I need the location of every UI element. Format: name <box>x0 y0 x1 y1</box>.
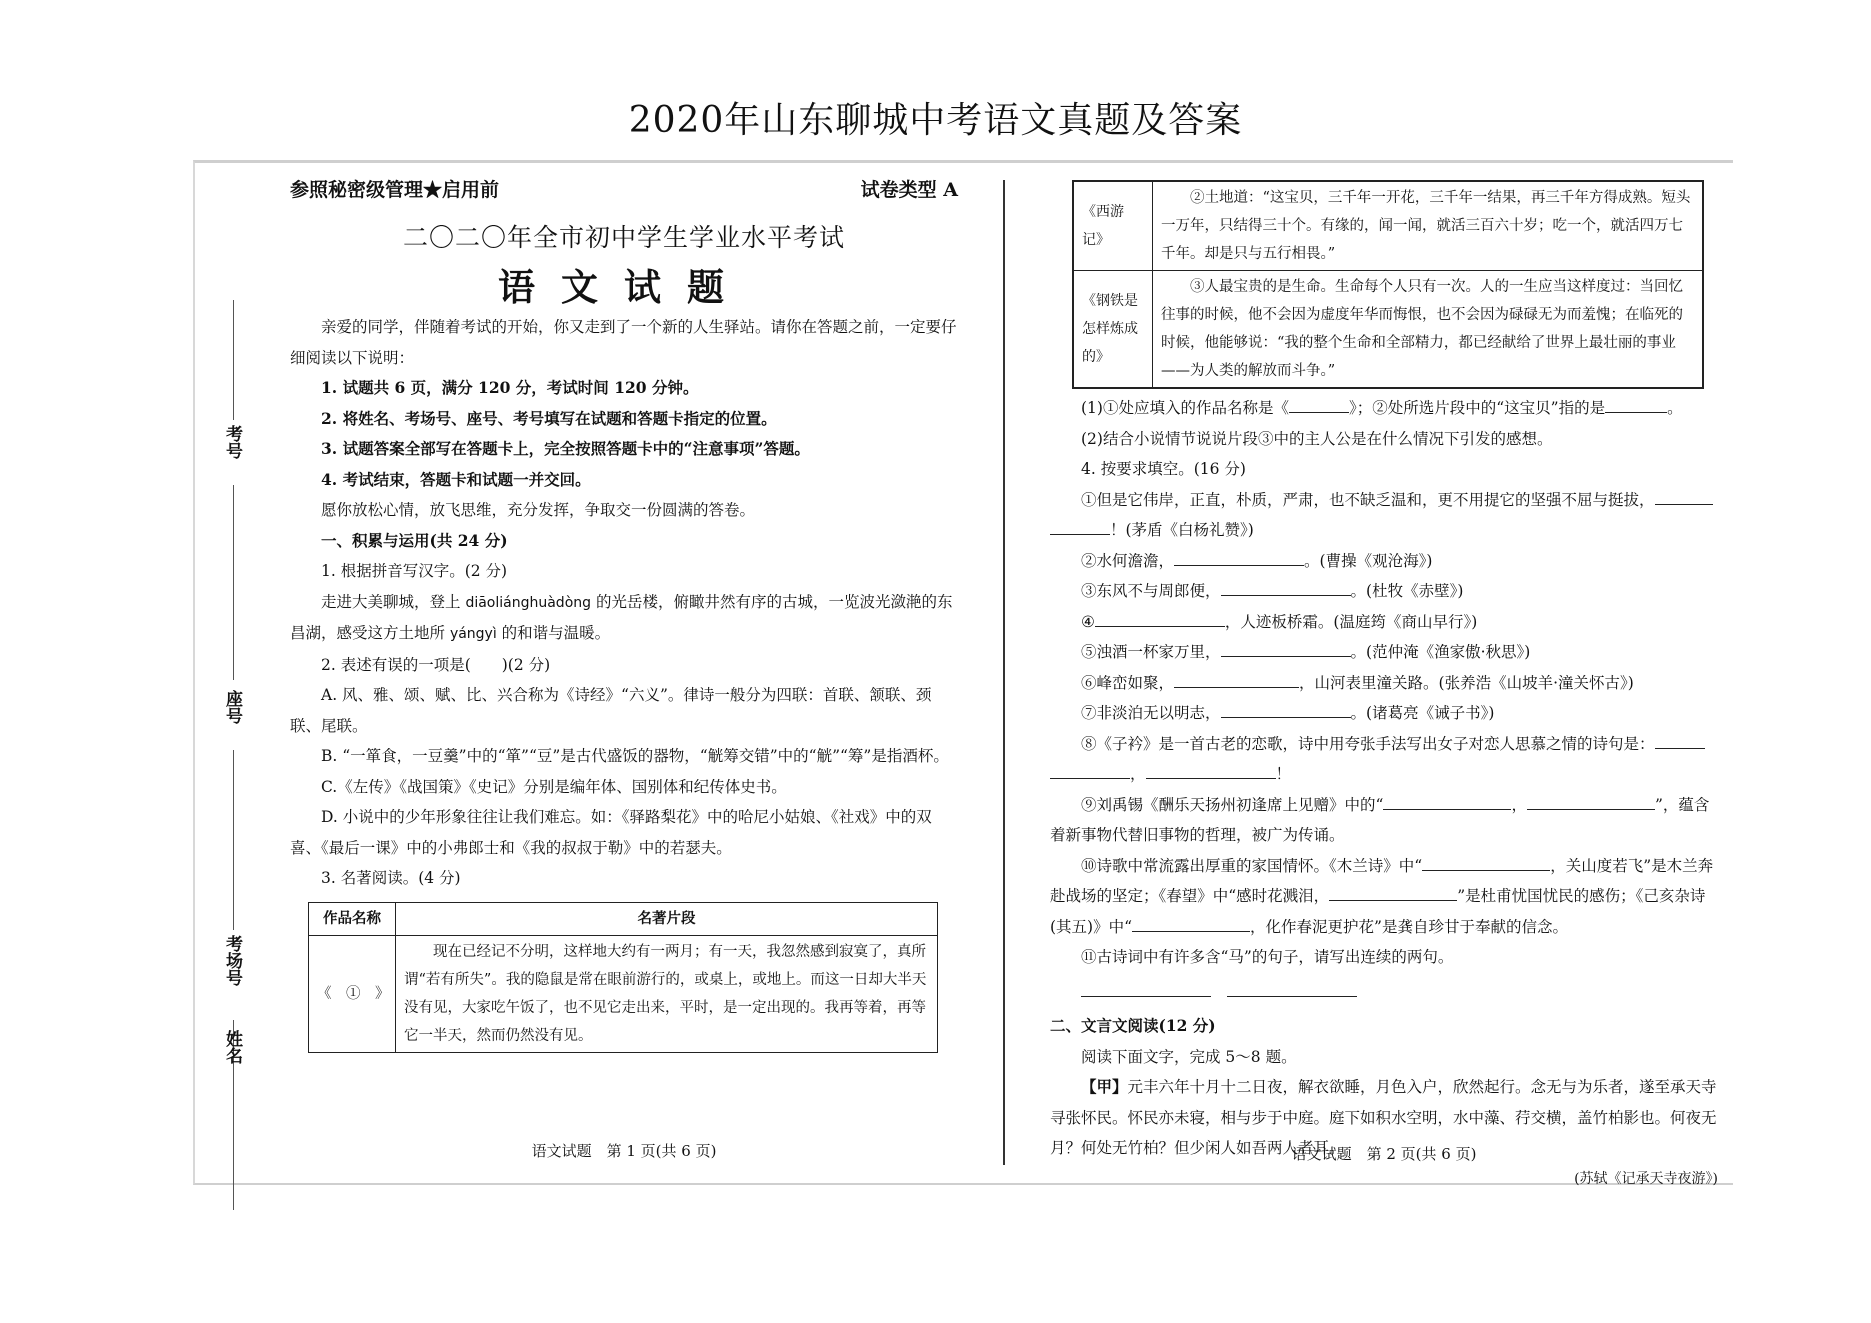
fill-item: ⑪古诗词中有许多含“马”的句子，请写出连续的两句。 <box>1081 948 1454 966</box>
question-4-title: 4. 按要求填空。(16 分) <box>1081 460 1246 478</box>
right-page <box>1050 180 1718 1194</box>
answer-blank[interactable] <box>1095 608 1225 627</box>
fill-item <box>1050 851 1718 943</box>
binding-rule <box>233 750 234 930</box>
label-seat-number: 座号 <box>222 690 242 724</box>
answer-blank[interactable] <box>1221 699 1351 718</box>
fill-text: ，化作春泥更护花”是龚自珍甘于奉献的信念。 <box>1250 917 1568 936</box>
answer-blank[interactable] <box>1383 791 1511 810</box>
pinyin: diāoliánghuàdòng <box>465 594 592 611</box>
table-cell-work: 《 ① 》 <box>309 935 396 1052</box>
option-d: D. 小说中的少年形象往往让我们难忘。如：《驿路梨花》中的哈尼小姑娘、《社戏》中的双喜、《最后一课》中的小弗郎士和《我的叔叔于勒》中的若瑟夫。 <box>290 808 932 857</box>
table-cell-work: 《西游记》 <box>1073 181 1153 271</box>
table-header: 名著片段 <box>396 902 938 935</box>
option-c: C.《左传》《战国策》《史记》分别是编年体、国别体和纪传体史书。 <box>321 777 787 796</box>
answer-blank[interactable] <box>1289 394 1349 413</box>
q3-sub1-text: 》；②处所选片段中的“这宝贝”指的是 <box>1348 399 1606 417</box>
pinyin: yángyì <box>449 626 497 642</box>
table-header: 作品名称 <box>309 902 396 935</box>
fill-text: ⑤浊酒一杯家万里， <box>1081 643 1221 661</box>
passage-text: 元丰六年十月十二日夜，解衣欲睡，月色入户，欣然起行。念无与为乐者，遂至承天寺寻张怀民。怀民亦未寝，相与步于中庭。庭下如积水空明，水中藻、荇交横，盖竹柏影也。何夜无月？何处无竹柏？但少闲人如吾两人者耳。 <box>1050 1078 1717 1157</box>
fill-text: ⑨刘禹锡《酬乐天扬州初逢席上见赠》中的“ <box>1081 795 1384 814</box>
binding-strip-name <box>205 1010 265 1130</box>
answer-blank[interactable] <box>1221 577 1351 596</box>
option-b: B. “一箪食，一豆羹”中的“箪”“豆”是古代盛饭的器物，“觥筹交错”中的“觥”“筹”是指酒杯。 <box>321 747 949 765</box>
wish-text: 愿你放松心情，放飞思维，充分发挥，争取交一份圆满的答卷。 <box>321 501 756 519</box>
document-title: 2020年山东聊城中考语文真题及答案 <box>628 100 1243 141</box>
fill-item <box>1050 729 1718 760</box>
table-cell-work: 《钢铁是怎样炼成的》 <box>1073 271 1153 389</box>
answer-blank[interactable] <box>1422 852 1550 871</box>
fill-text: ①但是它伟岸，正直，朴质，严肃，也不缺乏温和，更不用提它的坚强不屈与挺拔， <box>1081 490 1655 509</box>
header-row <box>290 175 958 215</box>
classics-table <box>308 902 938 1053</box>
fill-item <box>1050 668 1718 699</box>
page-footer: 语文试题 第 1 页(共 6 页) <box>531 1142 717 1160</box>
classics-table-continued <box>1072 180 1704 389</box>
question-3-title: 3. 名著阅读。(4 分) <box>321 869 461 887</box>
rule-item: 3. 试题答案全部写在答题卡上，完全按照答题卡中的“注意事项”答题。 <box>321 439 810 458</box>
option-a: A. 风、雅、颂、赋、比、兴合称为《诗经》“六义”。律诗一般分为四联：首联、颔联、颈联、尾联。 <box>290 686 932 735</box>
fill-text: ⑥峰峦如聚， <box>1081 673 1175 692</box>
fill-text: ⑧《子衿》是一首古老的恋歌，诗中用夸张手法写出女子对恋人思慕之情的诗句是： <box>1081 734 1655 753</box>
answer-blank[interactable] <box>1605 394 1667 413</box>
fill-text: ，山河表里潼关路。(张养浩《山坡羊·潼关怀古》) <box>1299 673 1634 692</box>
intro-text: 亲爱的同学，伴随着考试的开始，你又走到了一个新的人生驿站。请你在答题之前，一定要仔细阅读以下说明： <box>290 318 957 367</box>
fill-item <box>1050 790 1718 851</box>
answer-blank[interactable] <box>1655 730 1705 749</box>
fill-text: 。(诸葛亮《诫子书》) <box>1350 704 1495 722</box>
fill-text: ，人迹板桥霜。(温庭筠《商山早行》) <box>1224 612 1478 631</box>
fill-item <box>1050 759 1718 790</box>
page-divider <box>1003 180 1005 1165</box>
fill-item <box>1050 977 1718 1008</box>
answer-blank[interactable] <box>1221 638 1351 657</box>
q1-text-part: 的和谐与温暖。 <box>496 624 611 642</box>
subject-title: 语文试题 <box>498 264 750 309</box>
rule-item: 4. 考试结束，答题卡和试题一并交回。 <box>321 469 591 489</box>
binding-rule <box>233 485 234 680</box>
table-cell-excerpt: ③人最宝贵的是生命。生命每个人只有一次。人的一生应当这样度过：当回忆往事的时候，他不会因为虚度年华而悔恨，也不会因为碌碌无为而羞愧；在临死的时候，他能够说：“我的整个生命和全部精力，都已经献给了世界上最壮丽的事业——为人类的解放而斗争。” <box>1153 271 1704 389</box>
binding-rule <box>233 300 234 420</box>
binding-strip <box>205 300 265 1100</box>
answer-blank[interactable] <box>1050 760 1130 779</box>
answer-blank[interactable] <box>1174 547 1304 566</box>
fill-text: ②水何澹澹， <box>1081 551 1175 570</box>
answer-blank[interactable] <box>1174 669 1299 688</box>
answer-blank[interactable] <box>1227 978 1357 997</box>
fill-text: ！(茅盾《白杨礼赞》) <box>1110 521 1254 539</box>
fill-text: ， <box>1130 765 1146 783</box>
fill-item <box>1050 485 1718 516</box>
answer-blank[interactable] <box>1655 486 1713 505</box>
label-name: 姓名 <box>222 1030 242 1064</box>
q3-sub1-text: (1)①处应填入的作品名称是《 <box>1081 399 1289 417</box>
fill-text: ”，蕴含着新事物代替旧事物的哲理，被广为传诵。 <box>1050 795 1710 844</box>
fill-text: ，关山度若飞”是木兰奔赴战场的坚定；《春望》中“感时花溅泪， <box>1050 856 1714 905</box>
fill-text: ！ <box>1275 765 1292 783</box>
label-exam-number: 考号 <box>222 425 242 459</box>
fill-text: 。(曹操《观沧海》) <box>1304 551 1433 570</box>
answer-blank[interactable] <box>1081 978 1211 997</box>
fill-text: 。(杜牧《赤壁》) <box>1350 582 1464 600</box>
fill-text: ， <box>1511 795 1527 814</box>
fill-text: ”是杜甫忧国忧民的感伤；《己亥杂诗(其五)》中“ <box>1050 887 1706 936</box>
section-heading: 二、文言文阅读(12 分) <box>1050 1016 1216 1035</box>
question-1-title: 1. 根据拼音写汉字。(2 分) <box>321 562 508 580</box>
fill-item <box>1050 576 1718 607</box>
left-page <box>290 175 958 1053</box>
answer-blank[interactable] <box>1527 791 1655 810</box>
paper-type: 试卷类型 A <box>860 179 958 201</box>
label-room-number: 考场号 <box>222 935 242 986</box>
passage-label: 【甲】 <box>1081 1077 1128 1096</box>
fill-text: 。(范仲淹《渔家傲·秋思》) <box>1350 643 1531 661</box>
table-cell-excerpt: 现在已经记不分明，这样地大约有一两月；有一天，我忽然感到寂寞了，真所谓“若有所失”。我的隐鼠是常在眼前游行的，或桌上，或地上。而这一日却大半天没有见，大家吃午饭了，也不见它走出来，平时，是一定出现的。我再等着，再等它一半天，然而仍然没有见。 <box>396 935 938 1052</box>
fill-item <box>1050 698 1718 729</box>
rule-item: 2. 将姓名、考场号、座号、考号填写在试题和答题卡指定的位置。 <box>321 408 777 428</box>
question-1-text <box>290 587 958 650</box>
page-footer: 语文试题 第 2 页(共 6 页) <box>1291 1145 1477 1163</box>
fill-text: ⑩诗歌中常流露出厚重的家国情怀。《木兰诗》中“ <box>1081 856 1423 875</box>
q1-text-part: 的光岳楼，俯瞰井然有序的古城，一览波光潋滟的东昌湖，感受这方土地所 <box>290 592 953 642</box>
reading-instruction: 阅读下面文字，完成 5～8 题。 <box>1081 1047 1297 1066</box>
q3-sub2: (2)结合小说情节说说片段③中的主人公是在什么情况下引发的感想。 <box>1081 429 1553 448</box>
answer-blank[interactable] <box>1329 882 1457 901</box>
section-heading: 一、积累与运用(共 24 分) <box>321 530 508 550</box>
answer-blank[interactable] <box>1050 516 1110 535</box>
question-2-title: 2. 表述有误的一项是( )(2 分) <box>321 655 551 674</box>
fill-text: ⑦非淡泊无以明志， <box>1081 704 1221 722</box>
exam-name: 二〇二〇年全市初中学生学业水平考试 <box>402 223 845 252</box>
secrecy-label: 参照秘密级管理★启用前 <box>290 179 500 201</box>
table-cell-excerpt: ②土地道：“这宝贝，三千年一开花，三千年一结果，再三千年方得成熟。短头一万年，只结得三十个。有缘的，闻一闻，就活三百六十岁；吃一个，就活四万七千年。却是只与五行相畏。” <box>1153 181 1704 271</box>
passage-source: (苏轼《记承天寺夜游》) <box>1574 1170 1718 1187</box>
q3-sub1: (1)①处应填入的作品名称是《 》；②处所选片段中的“这宝贝”指的是 。 <box>1050 393 1718 424</box>
answer-blank[interactable] <box>1146 760 1276 779</box>
fill-item <box>1050 607 1718 638</box>
answer-blank[interactable] <box>1132 913 1250 932</box>
fill-item <box>1050 637 1718 668</box>
rule-item: 1. 试题共 6 页，满分 120 分，考试时间 120 分钟。 <box>321 378 699 397</box>
fill-text: ③东风不与周郎便， <box>1081 582 1221 600</box>
fill-text: ④ <box>1081 612 1095 631</box>
fill-item <box>1050 546 1718 577</box>
q1-text-part: 走进大美聊城，登上 <box>321 592 466 611</box>
fill-item <box>1050 515 1718 546</box>
